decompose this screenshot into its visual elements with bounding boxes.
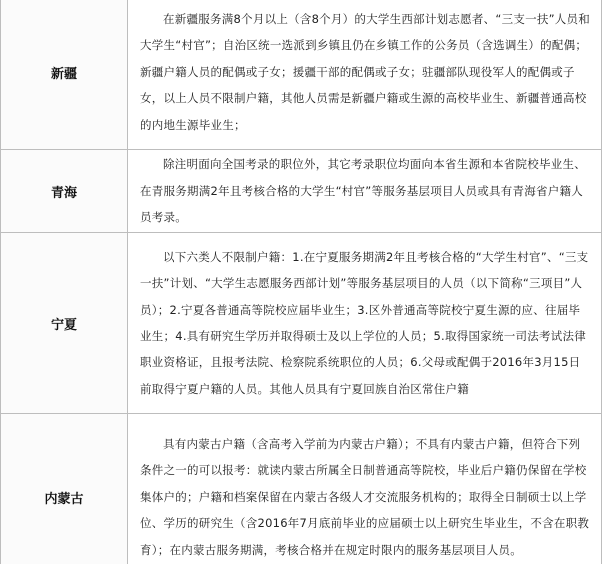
requirement-text-cell: 以下六类人不限制户籍：1.在宁夏服务期满2年且考核合格的“大学生村官”、“三支一扶”计划、“大学生志愿服务西部计划”等服务基层项目的人员（以下简称“三项目”人员）；2.宁夏各普通高等院校应届毕业生；3.区外普通高等院校宁夏生源的应、往届毕业生；4.具有研究生学历并取得硕士及以上学位的人员；5.取得国家统一司法考试法律职业资格证，且报考法院、检察院系统职位的人员；6.父母或配偶于2016年3月15日前取得宁夏户籍的人员。其他人员具有宁夏回族自治区常住户籍 (128, 233, 602, 414)
region-name-cell: 内蒙古 (1, 414, 128, 564)
region-name-cell: 青海 (1, 150, 128, 233)
requirement-text-cell: 在新疆服务满8个月以上（含8个月）的大学生西部计划志愿者、“三支一扶”人员和大学生“村官”；自治区统一选派到乡镇且仍在乡镇工作的公务员（含选调生）的配偶；新疆户籍人员的配偶或子女；援疆干部的配偶或子女；驻疆部队现役军人的配偶或子女，以上人员不限制户籍，其他人员需是新疆户籍或生源的高校毕业生、新疆普通高校的内地生源毕业生； (128, 0, 602, 150)
requirement-text-cell: 具有内蒙古户籍（含高考入学前为内蒙古户籍）；不具有内蒙古户籍，但符合下列条件之一的可以报考：就读内蒙古所属全日制普通高等院校，毕业后户籍仍保留在学校集体户的；户籍和档案保留在内蒙古各级人才交流服务机构的；取得全日制硕士以上学位、学历的研究生（含2016年7月底前毕业的应届硕士以上研究生毕业生，不含在职教育）；在内蒙古服务期满，考核合格并在规定时限内的服务基层项目人员。 (128, 414, 602, 564)
table-row-neimenggu (1, 414, 602, 564)
requirement-text-cell: 除注明面向全国考录的职位外，其它考录职位均面向本省生源和本省院校毕业生、在青服务期满2年且考核合格的大学生“村官”等服务基层项目人员或具有青海省户籍人员考录。 (128, 150, 602, 233)
table-row-xinjiang (1, 0, 602, 150)
region-name-cell: 新疆 (1, 0, 128, 150)
table-row-qinghai (1, 150, 602, 233)
region-name-cell: 宁夏 (1, 233, 128, 414)
table-row-ningxia (1, 233, 602, 414)
